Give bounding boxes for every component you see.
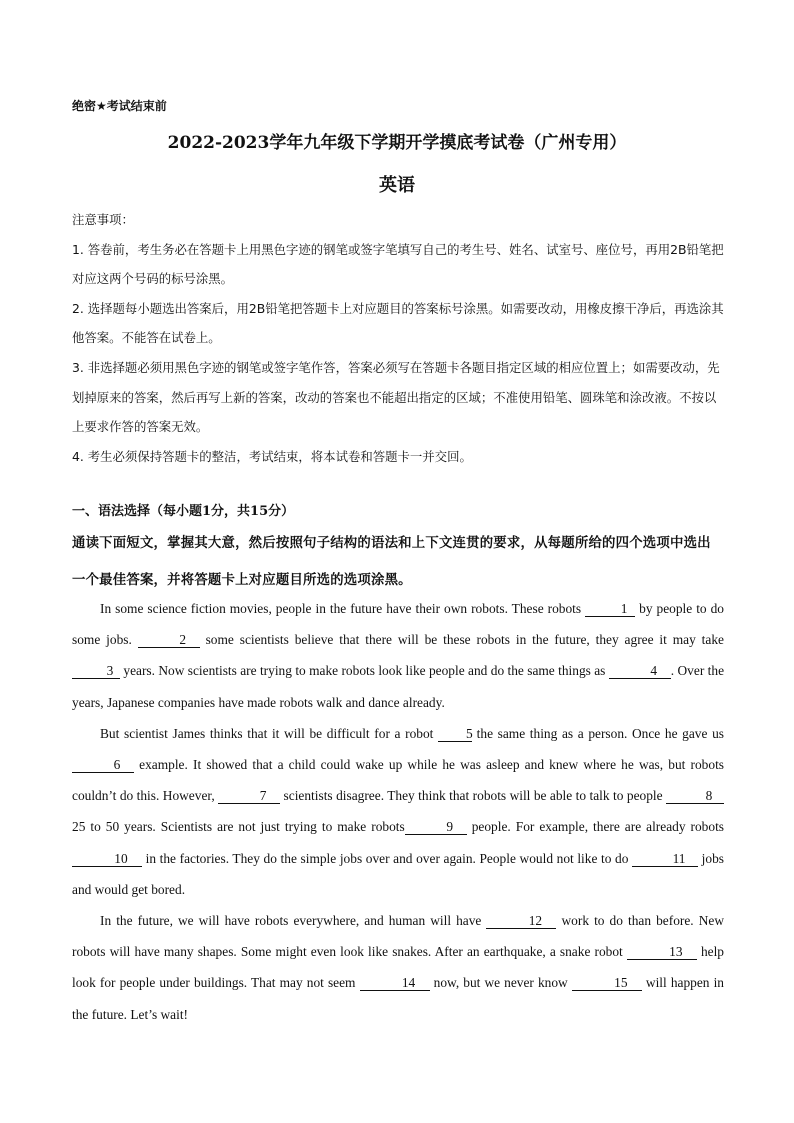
blank-1: 1	[585, 602, 635, 617]
notes-block	[72, 205, 724, 471]
notes-heading: 注意事项：	[72, 212, 134, 227]
passage-text: work to do than before. New robots will have many shapes. Some might even look like snakes. After an earthquake, a snake robot	[72, 913, 725, 960]
passage-text: jobs and would get bored.	[72, 850, 724, 897]
passage-text: But scientist James thinks that it will be difficult for a robot	[100, 725, 439, 741]
blank-9: 9	[405, 820, 467, 835]
confidential-label: 绝密★考试结束前	[72, 99, 167, 113]
blank-8: 8	[666, 789, 724, 804]
passage-text: will happen in the future. Let’s wait!	[72, 975, 724, 1022]
note-item-1: 1. 答卷前，考生务必在答题卡上用黑色字迹的钢笔或签字笔填写自己的考生号、姓名、试室号、座位号，再用2B铅笔把对应这两个号码的标号涂黑。	[72, 241, 724, 287]
passage-paragraph-2	[72, 718, 724, 905]
passage-text: In some science fiction movies, people in the future have their own robots. These robots	[100, 601, 586, 616]
passage-text: the same thing as a person. Once he gave us	[472, 725, 724, 741]
blank-13: 13	[627, 945, 697, 960]
passage-text: In the future, we will have robots everywhere, and human will have	[100, 913, 487, 929]
blank-12: 12	[486, 914, 556, 929]
subject-title: 英语	[379, 175, 415, 196]
passage-text: some scientists believe that there will be these robots in the future, they agree it may take	[199, 632, 724, 648]
passage-text: help look for people under buildings. That may not seem	[72, 944, 725, 991]
passage-paragraph-3	[72, 905, 724, 1030]
blank-4: 4	[609, 664, 671, 679]
cloze-passage	[72, 593, 724, 1030]
blank-5: 5	[438, 727, 472, 742]
passage-text: by people to do some jobs.	[72, 601, 725, 648]
blank-11: 11	[632, 852, 698, 867]
note-item-4: 4. 考生必须保持答题卡的整洁，考试结束，将本试卷和答题卡一并交回。	[72, 448, 472, 464]
blank-14: 14	[360, 976, 430, 991]
section-title: 一、语法选择（每小题1分，共15分）	[72, 504, 295, 519]
passage-text: people. For example, there are already robots	[466, 819, 725, 835]
section-instruction: 通读下面短文，掌握其大意，然后按照句子结构的语法和上下文连贯的要求，从每题所给的四个选项中选出一个最佳答案，并将答题卡上对应题目所选的选项涂黑。	[72, 536, 711, 588]
blank-15: 15	[572, 976, 642, 991]
blank-6: 6	[72, 758, 134, 773]
passage-text: scientists disagree. They think that robots will be able to talk to people	[280, 788, 667, 804]
blank-3: 3	[72, 664, 120, 679]
exam-title: 2022-2023学年九年级下学期开学摸底考试卷（广州专用）	[167, 133, 627, 153]
passage-text: now, but we never know	[429, 975, 572, 991]
passage-text: . Over the years, Japanese companies have made robots walk and dance already.	[72, 663, 725, 710]
passage-text: 25 to 50 years. Scientists are not just trying to make robots	[72, 819, 405, 835]
passage-paragraph-1	[72, 593, 724, 718]
passage-text: example. It showed that a child could wake up while he was asleep and knew where he was, but robots couldn’t do this. However,	[72, 757, 724, 804]
passage-text: in the factories. They do the simple jobs over and over again. People would not like to do	[142, 850, 633, 866]
note-item-3: 3. 非选择题必须用黑色字迹的钢笔或签字笔作答，答案必须写在答题卡各题目指定区域的相应位置上；如需要改动，先划掉原来的答案，然后再写上新的答案，改动的答案也不能超出指定的区域；不准使用铅笔、圆珠笔和涂改液。不按以上要求作答的答案无效。	[72, 359, 720, 435]
passage-text: years. Now scientists are trying to make robots look like people and do the same things as	[120, 663, 609, 679]
blank-7: 7	[218, 789, 280, 804]
blank-2: 2	[138, 633, 200, 648]
blank-10: 10	[72, 852, 142, 867]
note-item-2: 2. 选择题每小题选出答案后，用2B铅笔把答题卡上对应题目的答案标号涂黑。如需要改动，用橡皮擦干净后，再选涂其他答案。不能答在试卷上。	[72, 300, 724, 346]
